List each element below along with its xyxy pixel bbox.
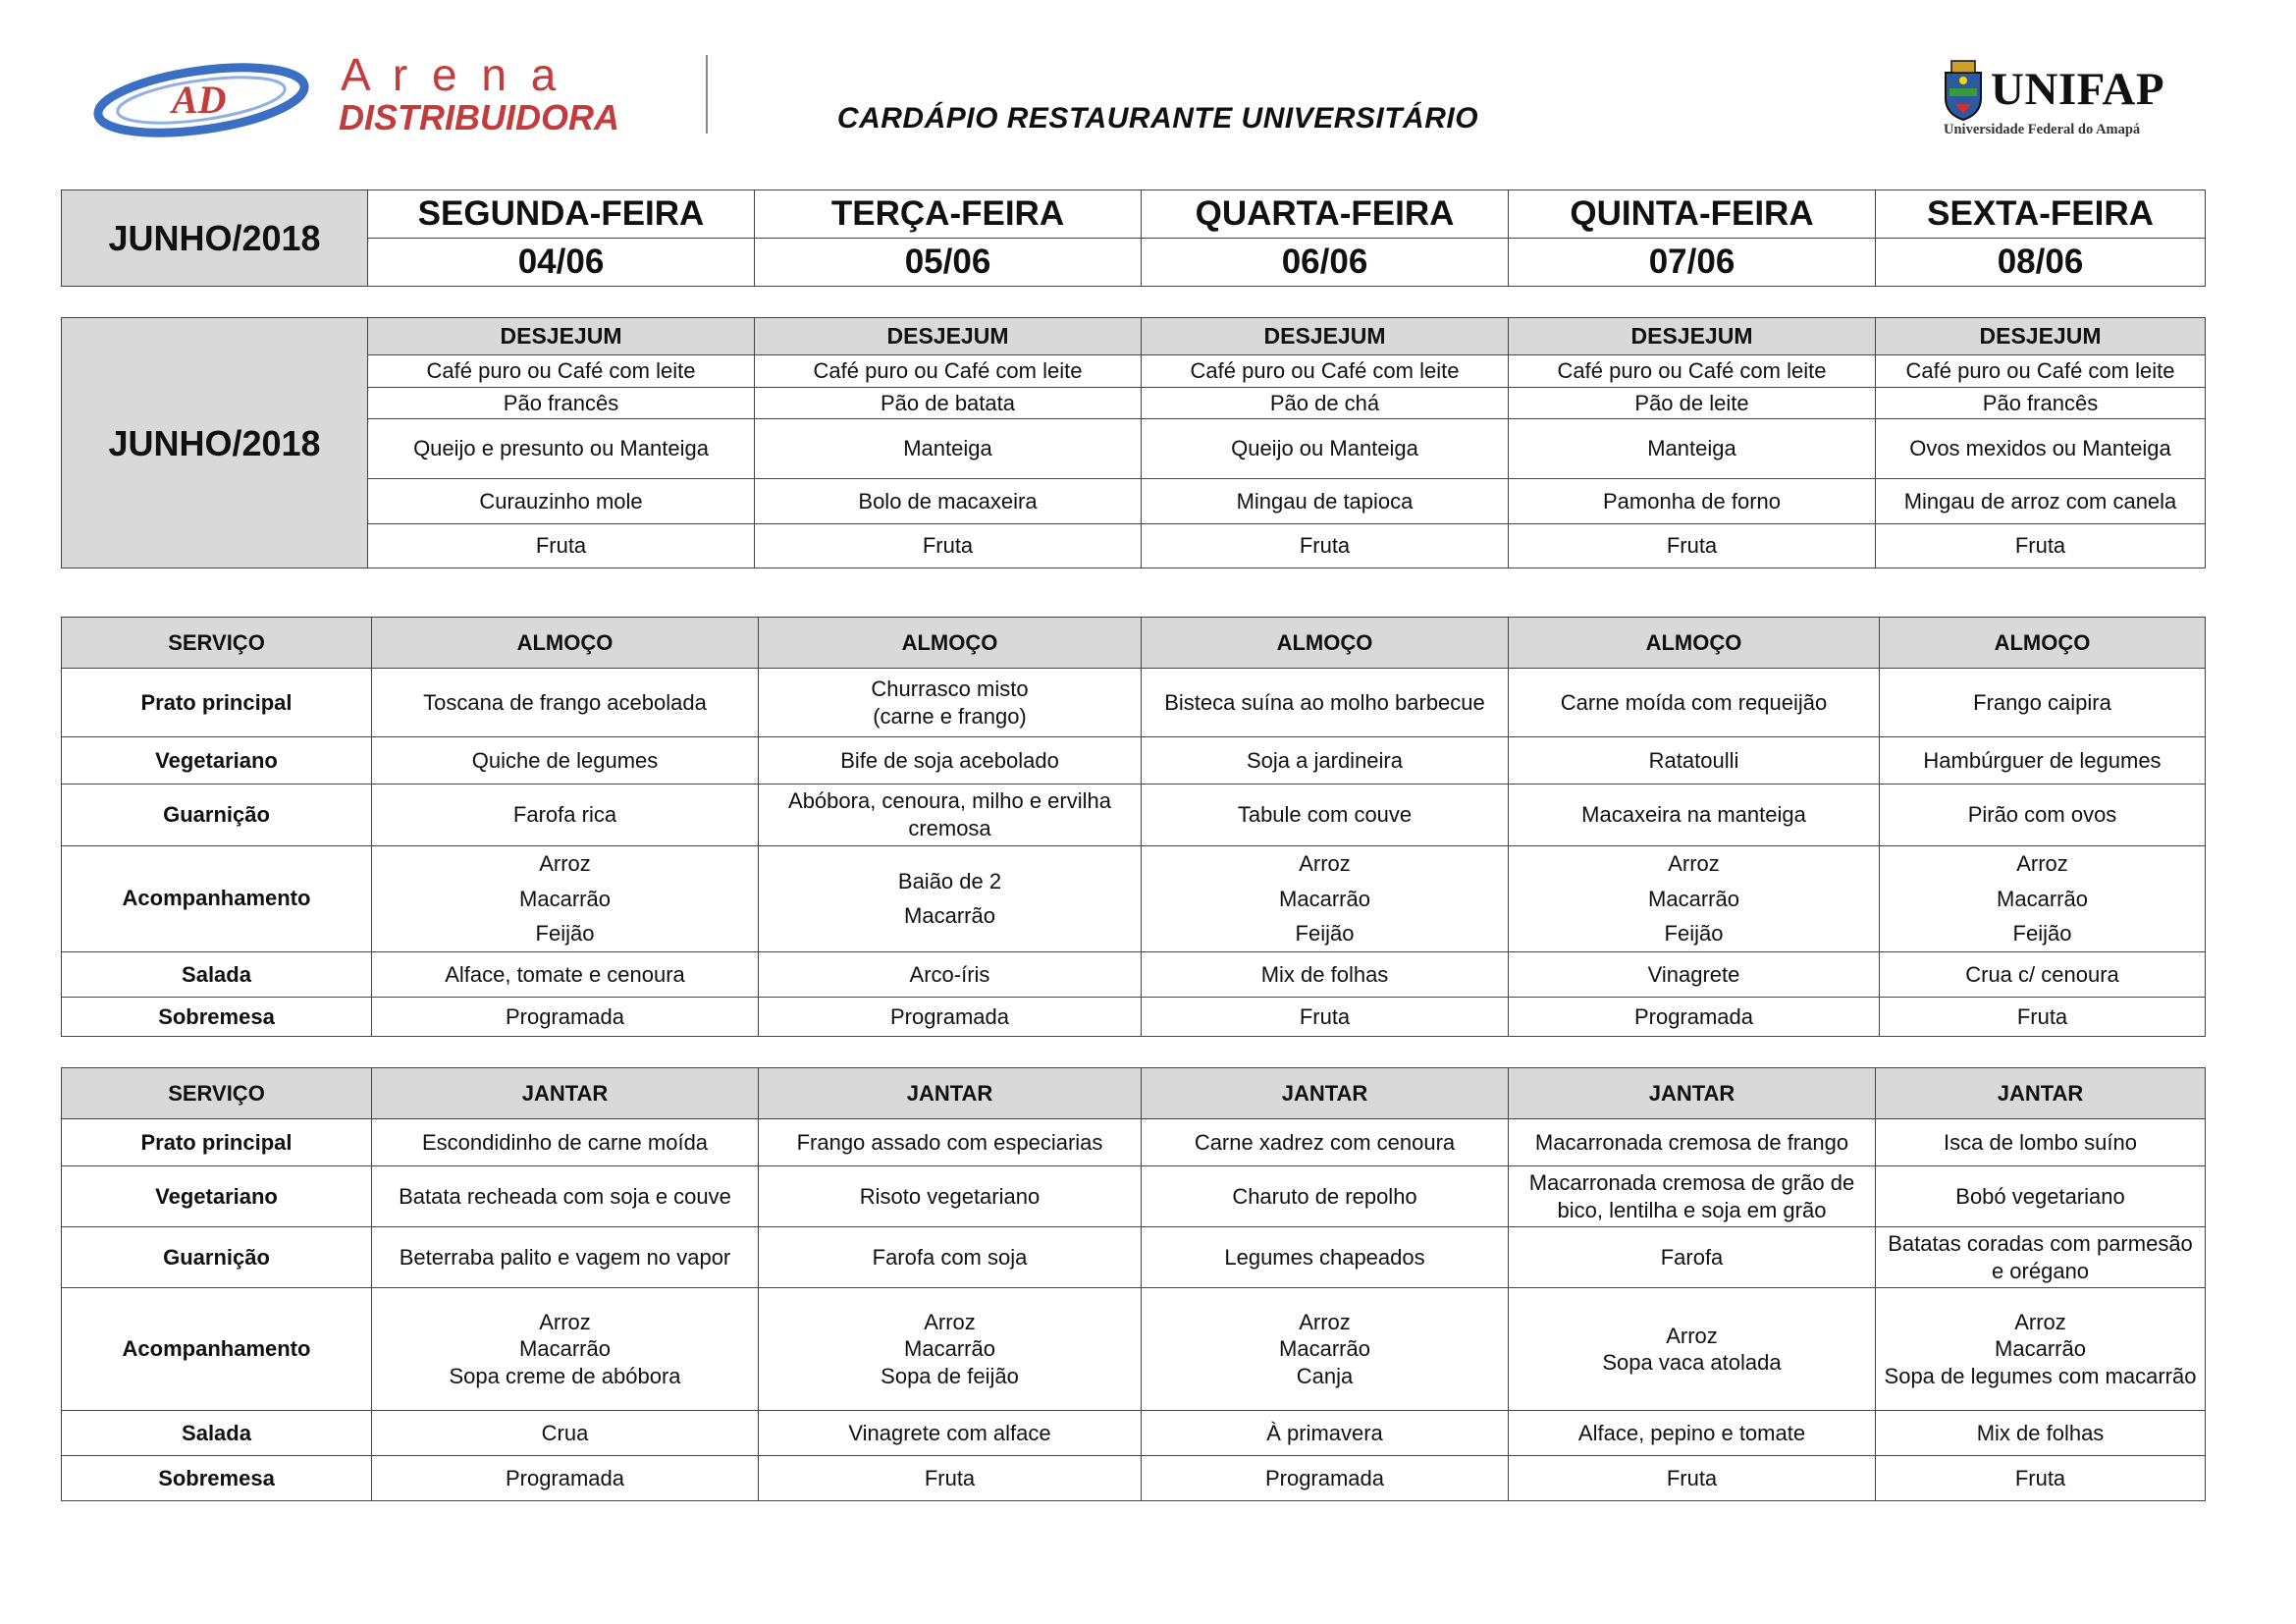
- service-header: SERVIÇO: [62, 1068, 372, 1119]
- day-header-table: [61, 189, 2206, 287]
- dinner-cell: Arroz Macarrão Canja: [1142, 1288, 1509, 1410]
- lunch-cell: Arco-íris: [759, 951, 1142, 997]
- row-label: Prato principal: [62, 1119, 372, 1166]
- breakfast-cell: Queijo ou Manteiga: [1142, 419, 1509, 479]
- row-label: Sobremesa: [62, 1455, 372, 1500]
- lunch-cell: Arroz Macarrão Feijão: [1142, 845, 1509, 951]
- lunch-header: ALMOÇO: [1142, 618, 1509, 669]
- dinner-cell: Bobó vegetariano: [1876, 1166, 2206, 1227]
- row-label: Salada: [62, 1410, 372, 1455]
- breakfast-header: DESJEJUM: [1876, 318, 2206, 355]
- month-label: JUNHO/2018: [62, 318, 368, 568]
- dinner-header: JANTAR: [759, 1068, 1142, 1119]
- dinner-cell: Arroz Macarrão Sopa de feijão: [759, 1288, 1142, 1410]
- lunch-cell: Vinagrete: [1509, 951, 1880, 997]
- day-name: SEGUNDA-FEIRA: [368, 190, 755, 239]
- lunch-header: ALMOÇO: [1509, 618, 1880, 669]
- breakfast-cell: Fruta: [1509, 524, 1876, 568]
- lunch-table: [61, 617, 2206, 1037]
- dinner-cell: Crua: [372, 1410, 759, 1455]
- lunch-cell: Pirão com ovos: [1880, 785, 2206, 845]
- breakfast-cell: Ovos mexidos ou Manteiga: [1876, 419, 2206, 479]
- lunch-cell: Abóbora, cenoura, milho e ervilha cremosa: [759, 785, 1142, 845]
- arena-logo-bottom: DISTRIBUIDORA: [339, 97, 619, 137]
- dinner-cell: Fruta: [1876, 1455, 2206, 1500]
- row-label: Prato principal: [62, 669, 372, 737]
- lunch-cell: Frango caipira: [1880, 669, 2206, 737]
- lunch-cell: Churrasco misto (carne e frango): [759, 669, 1142, 737]
- row-label: Acompanhamento: [62, 1288, 372, 1410]
- dinner-cell: Farofa: [1509, 1227, 1876, 1288]
- lunch-cell: Soja a jardineira: [1142, 737, 1509, 785]
- lunch-cell: Arroz Macarrão Feijão: [1509, 845, 1880, 951]
- breakfast-cell: Pão francês: [1876, 387, 2206, 418]
- row-label: Vegetariano: [62, 1166, 372, 1227]
- row-label: Salada: [62, 951, 372, 997]
- dinner-cell: Charuto de repolho: [1142, 1166, 1509, 1227]
- dinner-cell: Macarronada cremosa de frango: [1509, 1119, 1876, 1166]
- breakfast-cell: Manteiga: [755, 419, 1142, 479]
- row-label: Guarnição: [62, 785, 372, 845]
- dinner-cell: Farofa com soja: [759, 1227, 1142, 1288]
- breakfast-cell: Pão francês: [368, 387, 755, 418]
- page-header: [0, 0, 2296, 177]
- dinner-cell: Arroz Macarrão Sopa creme de abóbora: [372, 1288, 759, 1410]
- breakfast-header: DESJEJUM: [1509, 318, 1876, 355]
- lunch-cell: Bife de soja acebolado: [759, 737, 1142, 785]
- service-header: SERVIÇO: [62, 618, 372, 669]
- row-label: Acompanhamento: [62, 845, 372, 951]
- dinner-cell: Macarronada cremosa de grão de bico, lentilha e soja em grão: [1509, 1166, 1876, 1227]
- day-name: TERÇA-FEIRA: [755, 190, 1142, 239]
- dinner-header: JANTAR: [1876, 1068, 2206, 1119]
- dinner-cell: Arroz Sopa vaca atolada: [1509, 1288, 1876, 1410]
- page-title: CARDÁPIO RESTAURANTE UNIVERSITÁRIO: [836, 102, 1479, 135]
- dinner-cell: Programada: [1142, 1455, 1509, 1500]
- breakfast-cell: Queijo e presunto ou Manteiga: [368, 419, 755, 479]
- dinner-cell: Legumes chapeados: [1142, 1227, 1509, 1288]
- row-label: Vegetariano: [62, 737, 372, 785]
- dinner-cell: À primavera: [1142, 1410, 1509, 1455]
- unifap-subtitle: Universidade Federal do Amapá: [1944, 122, 2141, 137]
- unifap-crest-icon: [1942, 59, 1985, 122]
- breakfast-cell: Curauzinho mole: [368, 478, 755, 524]
- lunch-cell: Fruta: [1142, 997, 1509, 1036]
- day-date: 05/06: [755, 239, 1142, 287]
- day-name: QUARTA-FEIRA: [1142, 190, 1509, 239]
- lunch-cell: Crua c/ cenoura: [1880, 951, 2206, 997]
- dinner-cell: Fruta: [759, 1455, 1142, 1500]
- arena-logo-top: A r e n a: [341, 49, 562, 100]
- unifap-name: UNIFAP: [1991, 64, 2165, 115]
- breakfast-header: DESJEJUM: [755, 318, 1142, 355]
- day-date: 06/06: [1142, 239, 1509, 287]
- lunch-cell: Alface, tomate e cenoura: [372, 951, 759, 997]
- dinner-cell: Fruta: [1509, 1455, 1876, 1500]
- lunch-header: ALMOÇO: [759, 618, 1142, 669]
- lunch-cell: Arroz Macarrão Feijão: [372, 845, 759, 951]
- lunch-cell: Macaxeira na manteiga: [1509, 785, 1880, 845]
- dinner-table: [61, 1067, 2206, 1501]
- day-date: 07/06: [1509, 239, 1876, 287]
- lunch-cell: Farofa rica: [372, 785, 759, 845]
- dinner-cell: Batata recheada com soja e couve: [372, 1166, 759, 1227]
- breakfast-cell: Café puro ou Café com leite: [1876, 355, 2206, 387]
- dinner-cell: Vinagrete com alface: [759, 1410, 1142, 1455]
- breakfast-cell: Fruta: [1142, 524, 1509, 568]
- breakfast-cell: Café puro ou Café com leite: [1509, 355, 1876, 387]
- breakfast-cell: Fruta: [368, 524, 755, 568]
- breakfast-cell: Café puro ou Café com leite: [755, 355, 1142, 387]
- dinner-header: JANTAR: [1142, 1068, 1509, 1119]
- dinner-header: JANTAR: [1509, 1068, 1876, 1119]
- breakfast-cell: Pão de leite: [1509, 387, 1876, 418]
- day-name: SEXTA-FEIRA: [1876, 190, 2206, 239]
- breakfast-cell: Fruta: [755, 524, 1142, 568]
- breakfast-cell: Café puro ou Café com leite: [1142, 355, 1509, 387]
- dinner-cell: Beterraba palito e vagem no vapor: [372, 1227, 759, 1288]
- row-label: Guarnição: [62, 1227, 372, 1288]
- breakfast-cell: Pão de chá: [1142, 387, 1509, 418]
- day-date: 04/06: [368, 239, 755, 287]
- lunch-header: ALMOÇO: [1880, 618, 2206, 669]
- dinner-cell: Risoto vegetariano: [759, 1166, 1142, 1227]
- lunch-cell: Tabule com couve: [1142, 785, 1509, 845]
- lunch-cell: Programada: [759, 997, 1142, 1036]
- lunch-cell: Programada: [1509, 997, 1880, 1036]
- dinner-cell: Frango assado com especiarias: [759, 1119, 1142, 1166]
- lunch-cell: Hambúrguer de legumes: [1880, 737, 2206, 785]
- dinner-cell: Escondidinho de carne moída: [372, 1119, 759, 1166]
- lunch-cell: Quiche de legumes: [372, 737, 759, 785]
- dinner-header: JANTAR: [372, 1068, 759, 1119]
- breakfast-header: DESJEJUM: [1142, 318, 1509, 355]
- arena-logo-initials: AD: [172, 78, 227, 122]
- day-name: QUINTA-FEIRA: [1509, 190, 1876, 239]
- breakfast-cell: Pão de batata: [755, 387, 1142, 418]
- month-label: JUNHO/2018: [62, 190, 368, 287]
- lunch-cell: Programada: [372, 997, 759, 1036]
- lunch-cell: Mix de folhas: [1142, 951, 1509, 997]
- lunch-cell: Bisteca suína ao molho barbecue: [1142, 669, 1509, 737]
- lunch-cell: Fruta: [1880, 997, 2206, 1036]
- breakfast-cell: Mingau de arroz com canela: [1876, 478, 2206, 524]
- breakfast-table: [61, 317, 2206, 568]
- lunch-cell: Carne moída com requeijão: [1509, 669, 1880, 737]
- unifap-logo: [1942, 57, 2187, 145]
- lunch-cell: Baião de 2 Macarrão: [759, 845, 1142, 951]
- dinner-cell: Batatas coradas com parmesão e orégano: [1876, 1227, 2206, 1288]
- breakfast-cell: Pamonha de forno: [1509, 478, 1876, 524]
- day-date: 08/06: [1876, 239, 2206, 287]
- lunch-cell: Ratatoulli: [1509, 737, 1880, 785]
- breakfast-cell: Café puro ou Café com leite: [368, 355, 755, 387]
- breakfast-cell: Bolo de macaxeira: [755, 478, 1142, 524]
- breakfast-cell: Fruta: [1876, 524, 2206, 568]
- row-label: Sobremesa: [62, 997, 372, 1036]
- dinner-cell: Arroz Macarrão Sopa de legumes com macarrão: [1876, 1288, 2206, 1410]
- dinner-cell: Alface, pepino e tomate: [1509, 1410, 1876, 1455]
- breakfast-cell: Mingau de tapioca: [1142, 478, 1509, 524]
- lunch-cell: Toscana de frango acebolada: [372, 669, 759, 737]
- breakfast-cell: Manteiga: [1509, 419, 1876, 479]
- dinner-cell: Carne xadrez com cenoura: [1142, 1119, 1509, 1166]
- dinner-cell: Mix de folhas: [1876, 1410, 2206, 1455]
- dinner-cell: Isca de lombo suíno: [1876, 1119, 2206, 1166]
- dinner-cell: Programada: [372, 1455, 759, 1500]
- lunch-cell: Arroz Macarrão Feijão: [1880, 845, 2206, 951]
- breakfast-header: DESJEJUM: [368, 318, 755, 355]
- lunch-header: ALMOÇO: [372, 618, 759, 669]
